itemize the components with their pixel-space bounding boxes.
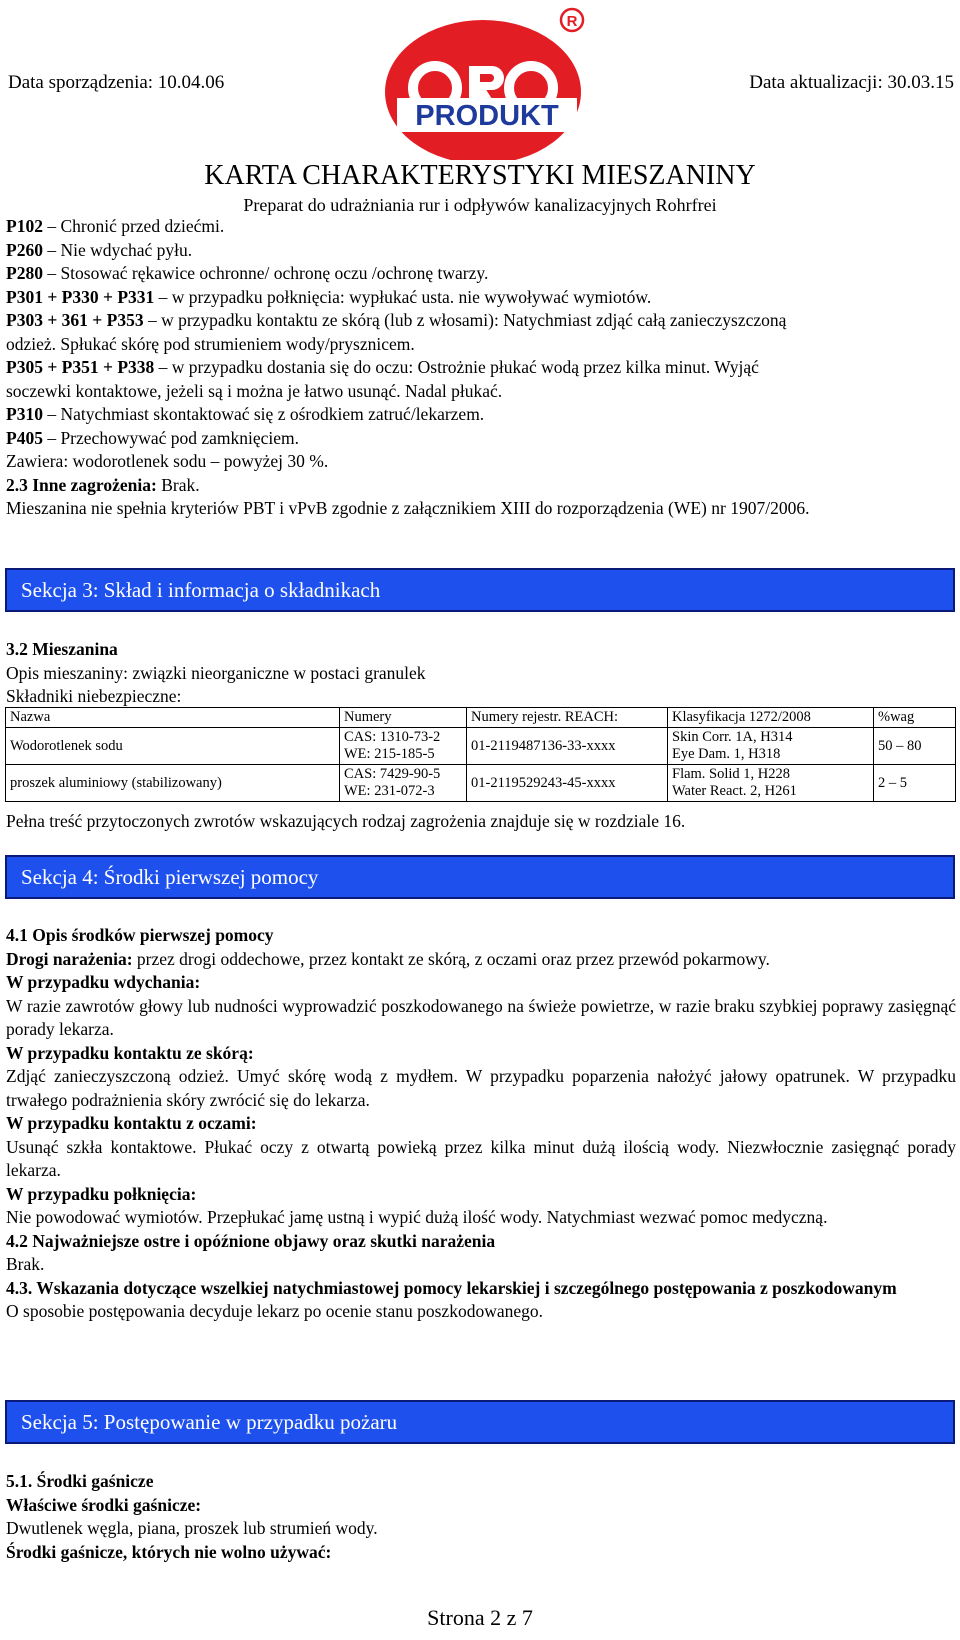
statement-p305: P305 + P351 + P338 – w przypadku dostania się do oczu: Ostrożnie płukać wodą przez kilka minut. Wyjąć soczewki kontaktowe, jeżeli są i można je łatwo usunąć. Nadal płukać.: [6, 357, 759, 401]
cell-classification: Skin Corr. 1A, H314 Eye Dam. 1, H318: [668, 728, 874, 765]
date-created: Data sporządzenia: 10.04.06: [8, 72, 225, 93]
skin-contact-text: Zdjąć zanieczyszczoną odzież. Umyć skórę wodą z mydłem. W przypadku poparzenia nałożyć jałowy opatrunek. W przypadku trwałego podrażnienia skóry zwrócić się do lekarza.: [6, 1066, 956, 1110]
section4-heading: Sekcja 4: Środki pierwszej pomocy: [5, 855, 955, 899]
statement-p102: P102 – Chronić przed dziećmi.: [6, 216, 225, 236]
section5-heading: Sekcja 5: Postępowanie w przypadku pożaru: [5, 1400, 955, 1444]
section2-continuation: [6, 215, 956, 521]
ingredients-table: [5, 707, 956, 802]
col-header-name: Nazwa: [6, 708, 340, 728]
eye-contact-label: W przypadku kontaktu z oczami:: [6, 1113, 257, 1133]
page-number: Strona 2 z 7: [427, 1605, 533, 1630]
contains-note: Zawiera: wodorotlenek sodu – powyżej 30 %.: [6, 451, 329, 471]
oro-produkt-logo: [375, 0, 605, 160]
section4-body: [6, 924, 956, 1324]
col-header-reach: Numery rejestr. REACH:: [467, 708, 668, 728]
statement-p405: P405 – Przechowywać pod zamknięciem.: [6, 427, 300, 448]
table-row: [6, 765, 956, 802]
other-hazards: 2.3 Inne zagrożenia: Brak.: [6, 474, 200, 495]
section3-body: [6, 638, 956, 709]
col-header-weight: %wag: [874, 708, 956, 728]
extinguishing-subheading: 5.1. Środki gaśnicze: [6, 1471, 154, 1491]
suitable-media-text: Dwutlenek węgla, piana, proszek lub strumień wody.: [6, 1518, 378, 1538]
cell-classification: Flam. Solid 1, H228 Water React. 2, H261: [668, 765, 874, 802]
statement-p303: P303 + 361 + P353 – w przypadku kontaktu ze skórą (lub z włosami): Natychmiast zdjąć całą zanieczyszczoną odzież. Spłukać skórę pod strumieniem wody/prysznicem.: [6, 310, 787, 354]
cell-reach: 01-2119529243-45-xxxx: [467, 765, 668, 802]
first-aid-subheading: 4.1 Opis środków pierwszej pomocy: [6, 925, 274, 945]
pbt-note: Mieszanina nie spełnia kryteriów PBT i vPvB zgodnie z załącznikiem XIII do rozporządzenia (WE) nr 1907/2006.: [6, 498, 810, 518]
logo-registered-mark: R: [566, 13, 578, 30]
statement-p301: P301 + P330 + P331 – w przypadku połknięcia: wypłukać usta. nie wywoływać wymiotów.: [6, 286, 652, 307]
col-header-numbers: Numery: [340, 708, 467, 728]
document-subtitle: Preparat do udrażniania rur i odpływów kanalizacyjnych Rohrfrei: [243, 195, 717, 215]
medical-attention-subheading: 4.3. Wskazania dotyczące wszelkiej natychmiastowej pomocy lekarskiej i szczególnego postępowania z poszkodowanym: [6, 1277, 897, 1298]
statement-p260: P260 – Nie wdychać pyłu.: [6, 239, 193, 260]
col-header-classification: Klasyfikacja 1272/2008: [668, 708, 874, 728]
cell-name: Wodorotlenek sodu: [6, 728, 340, 765]
skin-contact-label: W przypadku kontaktu ze skórą:: [6, 1042, 254, 1063]
exposure-routes: Drogi narażenia: przez drogi oddechowe, przez kontakt ze skórą, z oczami oraz przez przewód pokarmowy.: [6, 948, 770, 969]
suitable-media-label: Właściwe środki gaśnicze:: [6, 1494, 202, 1515]
cell-numbers: CAS: 7429-90-5 WE: 231-072-3: [340, 765, 467, 802]
date-updated: Data aktualizacji: 30.03.15: [749, 72, 954, 93]
document-title: KARTA CHARAKTERYSTYKI MIESZANINY: [204, 160, 756, 191]
cell-weight: 50 – 80: [874, 728, 956, 765]
statement-p280: P280 – Stosować rękawice ochronne/ ochronę oczu /ochronę twarzy.: [6, 263, 489, 283]
section3-note: Pełna treść przytoczonych zwrotów wskazujących rodzaj zagrożenia znajduje się w rozdziale 16.: [6, 811, 686, 831]
ingredients-label: Składniki niebezpieczne:: [6, 686, 182, 706]
cell-reach: 01-2119487136-33-xxxx: [467, 728, 668, 765]
cell-weight: 2 – 5: [874, 765, 956, 802]
cell-numbers: CAS: 1310-73-2 WE: 215-185-5: [340, 728, 467, 765]
statement-p310: P310 – Natychmiast skontaktować się z ośrodkiem zatruć/lekarzem.: [6, 404, 485, 424]
section5-body: [6, 1470, 956, 1564]
symptoms-text: Brak.: [6, 1254, 45, 1274]
table-header-row: [6, 708, 956, 728]
ingestion-label: W przypadku połknięcia:: [6, 1183, 197, 1204]
mixture-subheading: 3.2 Mieszanina: [6, 639, 118, 659]
unsuitable-media-label: Środki gaśnicze, których nie wolno używać:: [6, 1541, 332, 1562]
table-row: [6, 728, 956, 765]
eye-contact-text: Usunąć szkła kontaktowe. Płukać oczy z otwartą powieką przez kilka minut dużą ilością wody. Niezwłocznie zasięgnąć porady lekarza.: [6, 1136, 956, 1180]
cell-name: proszek aluminiowy (stabilizowany): [6, 765, 340, 802]
section3-heading: Sekcja 3: Skład i informacja o składnikach: [5, 568, 955, 612]
inhalation-text: W razie zawrotów głowy lub nudności wyprowadzić poszkodowanego na świeże powietrze, w razie braku szybkiej poprawy zasięgnąć porady lekarza.: [6, 995, 956, 1039]
logo-produkt-text: PRODUKT: [415, 100, 559, 132]
inhalation-label: W przypadku wdychania:: [6, 972, 201, 992]
symptoms-subheading: 4.2 Najważniejsze ostre i opóźnione objawy oraz skutki narażenia: [6, 1230, 496, 1251]
mixture-description: Opis mieszaniny: związki nieorganiczne w postaci granulek: [6, 662, 426, 683]
ingestion-text: Nie powodować wymiotów. Przepłukać jamę ustną i wypić dużą ilość wody. Natychmiast wezwać pomoc medyczną.: [6, 1207, 828, 1227]
medical-attention-text: O sposobie postępowania decyduje lekarz po ocenie stanu poszkodowanego.: [6, 1301, 543, 1321]
